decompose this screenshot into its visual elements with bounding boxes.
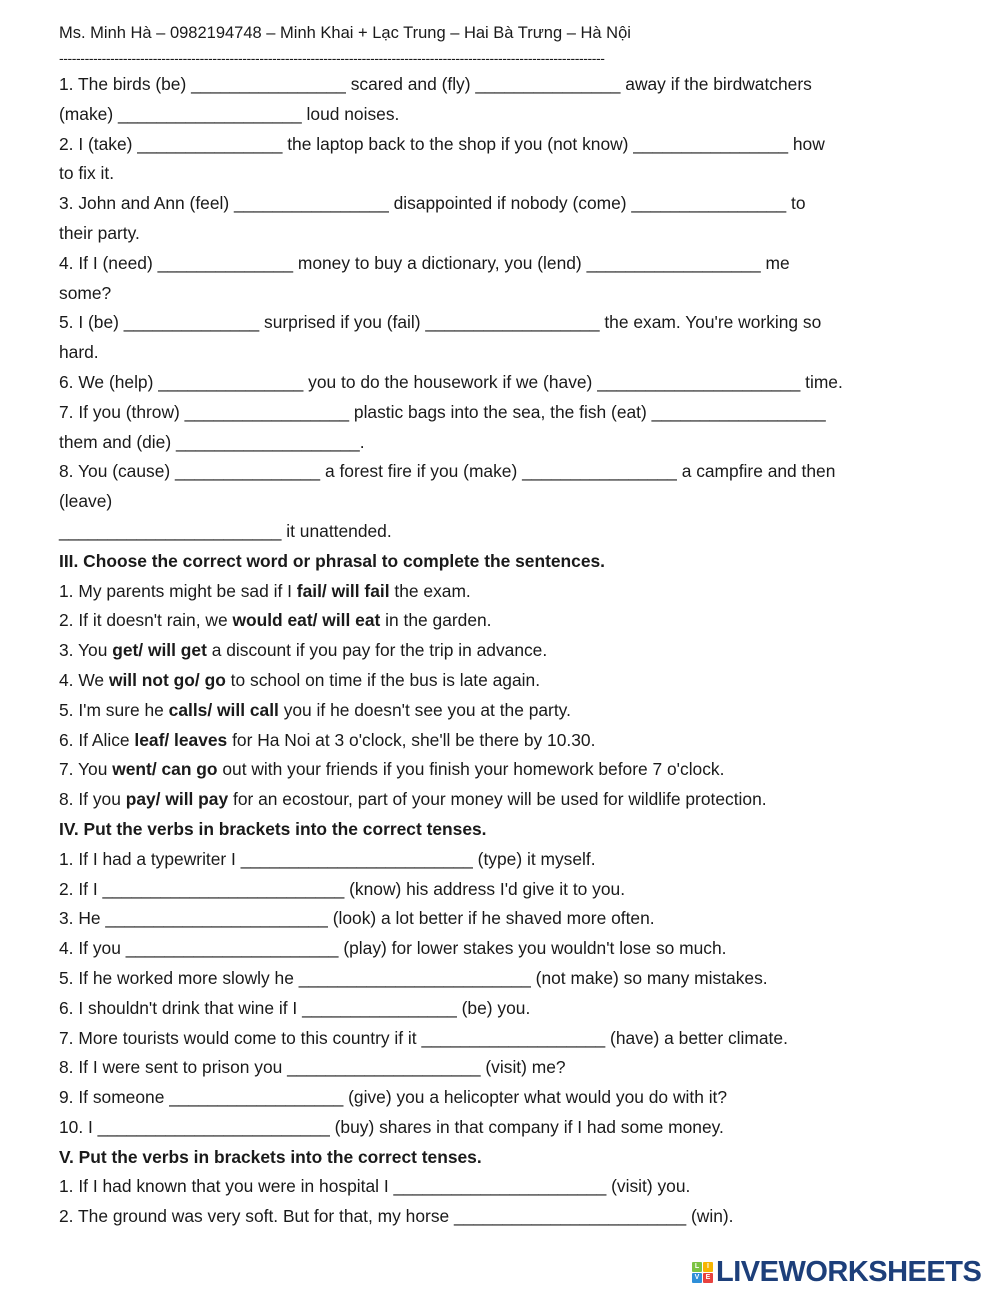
exercise-line <box>59 517 989 547</box>
exercise-line <box>59 636 989 666</box>
sentence-text: the exam. <box>389 580 471 601</box>
answer-blank[interactable]: _______________ <box>137 133 283 154</box>
exercise-line <box>59 428 989 458</box>
answer-blank[interactable]: ______________________ <box>125 938 339 959</box>
answer-blank[interactable]: _________________ <box>184 401 350 422</box>
exercise-line <box>59 845 989 875</box>
sentence-text: their party. <box>59 222 140 243</box>
answer-choice: pay/ will pay <box>125 789 229 810</box>
sentence-text: plastic bags into the sea, the fish (eat) <box>349 401 652 422</box>
sentence-text: . <box>359 431 365 452</box>
sentence-text: 4. We <box>59 669 109 690</box>
sentence-text: 2. If it doesn't rain, we <box>59 610 233 631</box>
heading-text: III. Choose the correct word or phrasal to complete the sentences. <box>59 550 606 571</box>
sentence-text: 6. We (help) <box>59 371 159 392</box>
exercise-line <box>59 1202 989 1232</box>
sentence-text: 2. If I <box>59 878 103 899</box>
exercise-line <box>59 189 989 219</box>
sentence-text: 7. If you (throw) <box>59 401 185 422</box>
sentence-text: it unattended. <box>281 520 392 541</box>
exercise-line <box>59 279 989 309</box>
section-heading <box>59 1143 989 1173</box>
exercise-line <box>59 338 989 368</box>
exercise-line <box>59 696 989 726</box>
sentence-text: away if the birdwatchers <box>620 74 812 94</box>
sentence-text: a discount if you pay for the trip in advance. <box>206 640 548 661</box>
exercise-line <box>59 1113 989 1143</box>
answer-choice: would eat/ will eat <box>232 610 381 631</box>
answer-choice: fail/ will fail <box>296 580 390 601</box>
exercise-line <box>59 130 989 160</box>
sentence-text: (play) for lower stakes you wouldn't lose so much. <box>338 938 727 959</box>
exercise-line <box>59 70 989 100</box>
sentence-text: them and (die) <box>59 431 176 452</box>
logo-tile: I <box>703 1262 713 1272</box>
sentence-text: (buy) shares in that company if I had some money. <box>329 1116 724 1137</box>
sentence-text: 5. I'm sure he <box>59 699 169 720</box>
sentence-text: (win). <box>686 1206 734 1227</box>
answer-blank[interactable]: _____________________ <box>597 371 801 392</box>
answer-blank[interactable]: ___________________ <box>421 1027 606 1048</box>
exercise-line <box>59 159 989 189</box>
sentence-text: (not make) so many mistakes. <box>530 967 768 988</box>
sentence-text: for an ecostour, part of your money will be used for wildlife protection. <box>228 789 767 810</box>
sentence-text: (visit) you. <box>606 1176 691 1197</box>
sentence-text: (know) his address I'd give it to you. <box>344 878 626 899</box>
answer-blank[interactable]: _______________________ <box>105 908 328 929</box>
answer-blank[interactable]: ________________________ <box>97 1116 330 1137</box>
answer-blank[interactable]: ________________ <box>631 193 787 214</box>
answer-blank[interactable]: _______________ <box>158 371 304 392</box>
exercise-line <box>59 487 989 517</box>
section-heading <box>59 547 989 577</box>
exercise-line <box>59 368 989 398</box>
exercise-line <box>59 100 989 130</box>
sentence-text: to school on time if the bus is late again. <box>225 669 541 690</box>
answer-choice: went/ can go <box>112 759 218 780</box>
answer-blank[interactable]: __________________ <box>169 1087 344 1108</box>
exercise-line <box>59 785 989 815</box>
sentence-text: 2. The ground was very soft. But for that, my horse <box>59 1206 455 1227</box>
live-tiles-icon <box>692 1262 713 1283</box>
exercise-line <box>59 219 989 249</box>
exercise-line <box>59 726 989 756</box>
exercise-line <box>59 964 989 994</box>
answer-blank[interactable]: _______________________ <box>59 520 282 541</box>
sentence-text: 9. If someone <box>59 1087 170 1108</box>
sentence-text: how <box>788 133 825 154</box>
logo-text: LIVEWORKSHEETS <box>716 1256 982 1288</box>
sentence-text: (visit) me? <box>480 1057 566 1078</box>
answer-blank[interactable]: ________________ <box>302 997 457 1018</box>
liveworksheets-logo[interactable] <box>692 1256 981 1289</box>
sentence-text: a forest fire if you (make) <box>320 461 523 482</box>
sentence-text: scared and (fly) <box>345 74 476 94</box>
sentence-text: some? <box>59 282 112 303</box>
answer-blank[interactable]: ____________________ <box>287 1057 481 1078</box>
sentence-text: (look) a lot better if he shaved more often. <box>327 908 655 929</box>
exercise-line <box>59 755 989 785</box>
sentence-text: time. <box>800 371 843 392</box>
sentence-text: 5. If he worked more slowly he <box>59 967 299 988</box>
sentence-text: you to do the housework if we (have) <box>303 371 598 392</box>
exercise-line <box>59 875 989 905</box>
header-divider: -------------------------------------------------------------------------------------------------------------------------------- <box>59 50 605 66</box>
sentence-text: the laptop back to the shop if you (not know) <box>282 133 634 154</box>
sentence-text: you if he doesn't see you at the party. <box>278 699 571 720</box>
sentence-text: the exam. You're working so <box>599 312 822 333</box>
sentence-text: out with your friends if you finish your homework before 7 o'clock. <box>217 759 725 780</box>
sentence-text: 7. More tourists would come to this country if it <box>59 1027 422 1048</box>
sentence-text: 6. If Alice <box>59 729 135 750</box>
logo-tile: L <box>692 1262 702 1272</box>
answer-blank[interactable]: __________________ <box>425 312 600 333</box>
exercise-line <box>59 249 989 279</box>
logo-tile: E <box>703 1273 713 1283</box>
heading-text: V. Put the verbs in brackets into the correct tenses. <box>59 1146 482 1167</box>
sentence-text: 1. If I had a typewriter I <box>59 848 241 869</box>
sentence-text: (be) you. <box>456 997 531 1018</box>
sentence-text: 3. You <box>59 640 113 661</box>
sentence-text: 6. I shouldn't drink that wine if I <box>59 997 303 1018</box>
sentence-text: disappointed if nobody (come) <box>388 193 632 214</box>
sentence-text: 10. I <box>59 1116 98 1137</box>
sentence-text: 7. You <box>59 759 113 780</box>
answer-blank[interactable]: ______________ <box>123 312 260 333</box>
answer-blank[interactable]: ______________________ <box>393 1176 607 1197</box>
answer-choice: get/ will get <box>112 640 207 661</box>
sentence-text: 1. The birds (be) <box>59 74 192 94</box>
exercise-line <box>59 666 989 696</box>
sentence-text: (type) it myself. <box>472 848 596 869</box>
answer-blank[interactable]: _______________ <box>475 74 621 94</box>
sentence-text: a campfire and then <box>676 461 836 482</box>
sentence-text: 3. John and Ann (feel) <box>59 193 234 214</box>
answer-choice: will not go/ go <box>108 669 226 690</box>
sentence-text: money to buy a dictionary, you (lend) <box>293 252 587 273</box>
section-heading <box>59 815 989 845</box>
sentence-text: to fix it. <box>59 163 115 184</box>
sentence-text: 1. If I had known that you were in hospital I <box>59 1176 394 1197</box>
sentence-text: 4. If I (need) <box>59 252 158 273</box>
sentence-text: hard. <box>59 342 99 363</box>
answer-choice: leaf/ leaves <box>134 729 228 750</box>
exercise-line <box>59 1053 989 1083</box>
logo-tile: V <box>692 1273 702 1283</box>
exercise-line <box>59 994 989 1024</box>
sentence-text: 3. He <box>59 908 106 929</box>
answer-blank[interactable]: ________________________ <box>454 1206 687 1227</box>
exercise-line <box>59 606 989 636</box>
exercise-line <box>59 457 989 487</box>
sentence-text: 1. My parents might be sad if I <box>59 580 297 601</box>
sentence-text: 8. If I were sent to prison you <box>59 1057 288 1078</box>
exercise-line <box>59 904 989 934</box>
exercise-line <box>59 1083 989 1113</box>
sentence-text: in the garden. <box>380 610 492 631</box>
sentence-text: (leave) <box>59 491 113 512</box>
exercise-line <box>59 577 989 607</box>
sentence-text: 8. If you <box>59 789 126 810</box>
sentence-text: (make) <box>59 103 118 124</box>
sentence-text: 2. I (take) <box>59 133 138 154</box>
sentence-text: (give) you a helicopter what would you do with it? <box>343 1087 728 1108</box>
answer-blank[interactable]: ________________ <box>522 461 677 482</box>
answer-blank[interactable]: _______________ <box>175 461 321 482</box>
worksheet-header: Ms. Minh Hà – 0982194748 – Minh Khai + Lạc Trung – Hai Bà Trưng – Hà Nội <box>59 24 631 42</box>
worksheet-content <box>59 70 989 1232</box>
answer-blank[interactable]: ________________ <box>191 74 346 94</box>
answer-blank[interactable]: _________________________ <box>102 878 345 899</box>
sentence-text: to <box>786 193 806 214</box>
answer-blank[interactable]: ________________ <box>633 133 789 154</box>
answer-choice: calls/ will call <box>168 699 279 720</box>
exercise-line <box>59 1024 989 1054</box>
answer-blank[interactable]: ______________ <box>157 252 294 273</box>
answer-blank[interactable]: ________________________ <box>240 848 473 869</box>
answer-blank[interactable]: ________________________ <box>298 967 531 988</box>
answer-blank[interactable]: __________________ <box>651 401 826 422</box>
sentence-text: loud noises. <box>301 103 400 124</box>
sentence-text: me <box>760 252 790 273</box>
sentence-text: (have) a better climate. <box>605 1027 788 1048</box>
answer-blank[interactable]: __________________ <box>586 252 761 273</box>
answer-blank[interactable]: ___________________ <box>175 431 360 452</box>
exercise-line <box>59 308 989 338</box>
sentence-text: for Ha Noi at 3 o'clock, she'll be there by 10.30. <box>227 729 596 750</box>
sentence-text: 5. I (be) <box>59 312 124 333</box>
answer-blank[interactable]: ___________________ <box>117 103 302 124</box>
exercise-line <box>59 1172 989 1202</box>
exercise-line <box>59 934 989 964</box>
sentence-text: 8. You (cause) <box>59 461 176 482</box>
exercise-line <box>59 398 989 428</box>
sentence-text: 4. If you <box>59 938 126 959</box>
heading-text: IV. Put the verbs in brackets into the correct tenses. <box>59 818 487 839</box>
answer-blank[interactable]: ________________ <box>234 193 389 214</box>
sentence-text: surprised if you (fail) <box>259 312 426 333</box>
